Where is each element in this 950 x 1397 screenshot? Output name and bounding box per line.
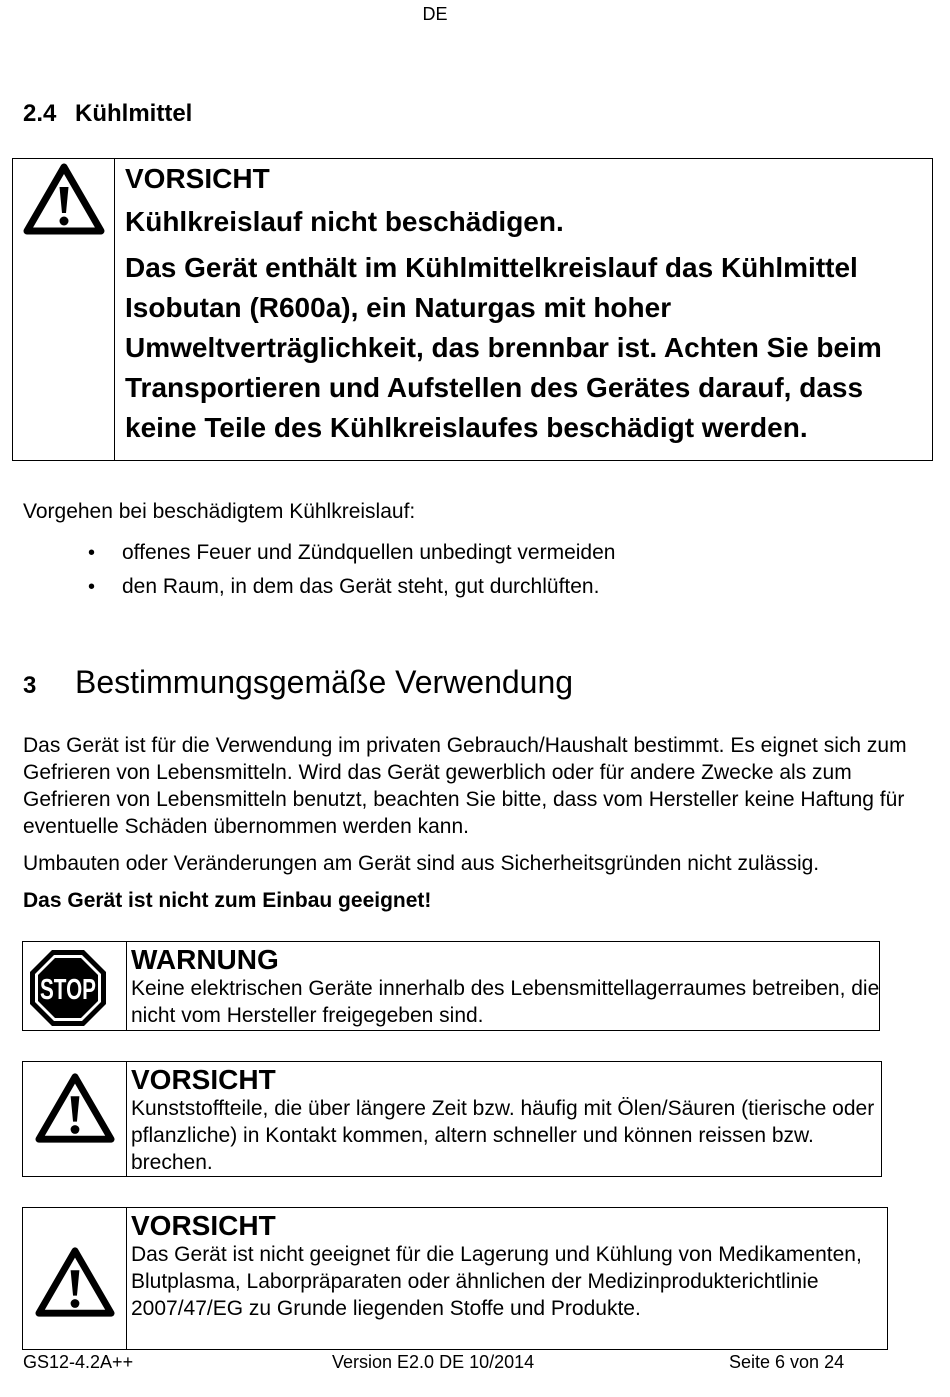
footer-model: GS12-4.2A++ [23, 1352, 134, 1372]
section-number: 3 [23, 672, 37, 699]
warning-triangle-icon [35, 1246, 115, 1318]
caution-subtitle: Kühlkreislauf nicht beschädigen. [125, 206, 564, 237]
warning-text [131, 942, 891, 1029]
warning-label: WARNUNG [131, 944, 279, 975]
section-title: Bestimmungsgemäße Verwendung [75, 664, 574, 700]
section-title: Kühlmittel [75, 100, 193, 127]
warning-box-electrical [22, 941, 880, 1031]
warning-triangle-icon [35, 1072, 115, 1144]
paragraph-intended-use: Das Gerät ist für die Verwendung im privaten Gebrauch/Haushalt bestimmt. Es eignet sich zum Gefrieren von Lebensmitteln. Wird das Gerät gewerblich oder für andere Zwecke als zum Gefrieren von Lebensmitteln benutzt, beachten Sie bitte, dass vom Hersteller keine Haftung für eventuelle Schäden übernommen werden kann. [23, 734, 907, 838]
caution-text [125, 159, 925, 448]
caution-box-refrigerant [12, 158, 933, 461]
paragraph-not-built-in: Das Gerät ist nicht zum Einbau geeignet! [23, 889, 432, 912]
procedure-intro: Vorgehen bei beschädigtem Kühlkreislauf: [23, 500, 416, 523]
caution-box-medical [22, 1207, 888, 1350]
caution-body: Das Gerät ist nicht geeignet für die Lagerung und Kühlung von Medikamenten, Blutplasma, Laborpräparaten oder ähnlichen der Medizinprodukterichtlinie 2007/47/EG zu Grunde liegenden Stoffe und Produkte. [131, 1243, 862, 1320]
caution-text [131, 1062, 891, 1176]
stop-sign-text: STOP [40, 974, 96, 1006]
warning-body: Keine elektrischen Geräte innerhalb des Lebensmittellagerraumes betreiben, die nicht vom Hersteller freigegeben sind. [131, 977, 880, 1027]
caution-box-plastics [22, 1061, 882, 1177]
caution-label: VORSICHT [131, 1064, 276, 1095]
list-item: • den Raum, in dem das Gerät steht, gut durchlüften. [88, 571, 615, 605]
procedure-list [88, 537, 615, 605]
warning-triangle-icon [23, 163, 105, 235]
caution-text [131, 1208, 891, 1322]
caution-body: Kunststoffteile, die über längere Zeit bzw. häufig mit Ölen/Säuren (tierische oder pflanzliche) in Kontakt kommen, altern schneller und können reissen bzw. brechen. [131, 1097, 875, 1174]
language-code: DE [422, 4, 448, 24]
footer-page-number: Seite 6 von 24 [729, 1352, 845, 1372]
caution-label: VORSICHT [131, 1210, 276, 1241]
paragraph-modifications: Umbauten oder Veränderungen am Gerät sind aus Sicherheitsgründen nicht zulässig. [23, 852, 820, 875]
stop-sign-icon [28, 948, 108, 1028]
section-heading-2-4 [23, 100, 192, 128]
footer-version: Version E2.0 DE 10/2014 [332, 1352, 535, 1372]
list-item: • offenes Feuer und Zündquellen unbedingt vermeiden [88, 537, 615, 571]
caution-body: Das Gerät enthält im Kühlmittelkreislauf das Kühlmittel Isobutan (R600a), ein Naturgas mit hoher Umweltverträglichkeit, das brennbar ist. Achten Sie beim Transportieren und Aufstellen des Gerätes darauf, dass keine Teile des Kühlkreislaufes beschädigt werden. [125, 252, 882, 443]
section-number: 2.4 [23, 100, 57, 127]
caution-label: VORSICHT [125, 163, 270, 194]
